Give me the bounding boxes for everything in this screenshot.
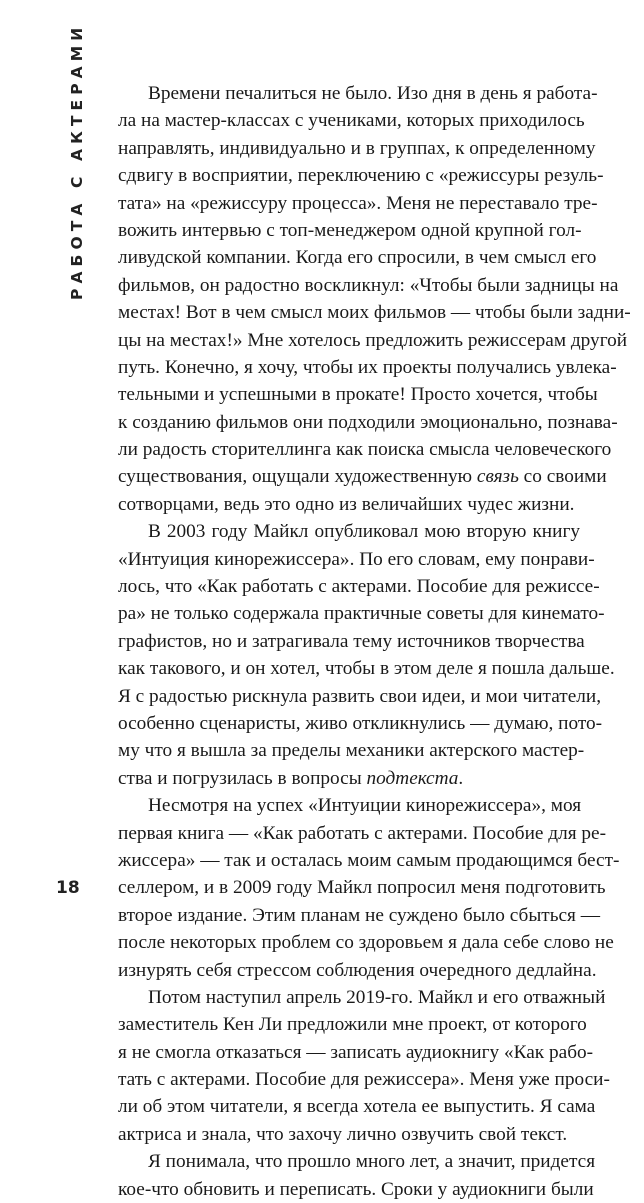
text-line: заместитель Кен Ли предложили мне проект, от которого xyxy=(118,1014,587,1036)
text-line: Я с радостью рискнула развить свои идеи, и мои читатели, xyxy=(118,685,602,707)
text-segment: существования, ощущали художественную xyxy=(118,466,473,488)
text-line: после некоторых проблем со здоровьем я дала себе слово не xyxy=(118,932,614,954)
text-line: В 2003 году Майкл опубликовал мою вторую книгу xyxy=(148,521,580,543)
text-segment: ства и погрузилась в вопросы xyxy=(118,767,362,789)
text-line: тельными и успешными в прокате! Просто хочется, чтобы xyxy=(118,384,598,406)
text-line: фильмов, он радостно воскликнул: «Чтобы были задницы на xyxy=(118,274,619,296)
text-line: сдвигу в восприятии, переключению с «режиссуры резуль- xyxy=(118,165,604,187)
text-line: ли об этом читатели, я всегда хотела ее выпустить. Я сама xyxy=(118,1096,596,1118)
text-line: местах! Вот в чем смысл моих фильмов — чтобы были задни- xyxy=(118,302,631,324)
text-line: Несмотря на успех «Интуиции кинорежиссера», моя xyxy=(148,795,582,817)
text-line: ли радость сторителлинга как поиска смысла человеческого xyxy=(118,439,612,461)
text-line: Потом наступил апрель 2019-го. Майкл и его отважный xyxy=(148,986,606,1008)
text-line: Времени печалиться не было. Изо дня в день я работа- xyxy=(148,83,598,104)
text-line: второе издание. Этим планам не суждено было сбыться — xyxy=(118,904,601,926)
text-line xyxy=(118,463,607,490)
text-line: «Интуиция кинорежиссера». По его словам, ему понрави- xyxy=(118,548,595,570)
text-line: му что я вышла за пределы механики актерского мастер- xyxy=(118,740,585,762)
italic-word: связь xyxy=(476,466,519,488)
text-line: особенно сценаристы, живо откликнулись — думаю, пото- xyxy=(118,712,603,734)
text-line: как такового, и он хотел, чтобы в этом деле я пошла дальше. xyxy=(118,658,615,680)
text-line: селлером, и в 2009 году Майкл попросил меня подготовить xyxy=(118,877,606,899)
text-line: жиссера» — так и осталась моим самым продающимся бест- xyxy=(118,849,620,871)
text-line: направлять, индивидуально и в группах, к определенному xyxy=(118,137,596,159)
text-line: изнурять себя стрессом соблюдения очередного дедлайна. xyxy=(118,959,597,981)
text-line: актриса и знала, что захочу лично озвучить свой текст. xyxy=(118,1123,568,1145)
page-number: 18 xyxy=(56,878,80,898)
text-line: графистов, но и затрагивала тему источников творчества xyxy=(118,630,585,652)
text-line xyxy=(118,765,580,792)
text-line: ра» не только содержала практичные советы для кинемато- xyxy=(118,603,605,625)
text-line: лось, что «Как работать с актерами. Пособие для режиссе- xyxy=(118,576,600,598)
text-line: сотворцами, ведь это одно из величайших чудес жизни. xyxy=(118,493,575,515)
text-segment: со своими xyxy=(523,466,607,488)
text-line: первая книга — «Как работать с актерами. Пособие для ре- xyxy=(118,822,607,844)
text-line: к созданию фильмов они подходили эмоционально, познава- xyxy=(118,411,618,433)
text-line: тать с актерами. Пособие для режиссера». Меня уже проси- xyxy=(118,1069,610,1091)
text-line: я не смогла отказаться — записать аудиокнигу «Как рабо- xyxy=(118,1041,594,1063)
text-line: кое-что обновить и переписать. Сроки у аудиокниги были xyxy=(118,1178,594,1200)
text-line: цы на местах!» Мне хотелось предложить режиссерам другой xyxy=(118,329,628,351)
running-head: РАБОТА С АКТЕРАМИ xyxy=(68,22,86,300)
text-segment: . xyxy=(458,767,464,789)
italic-word: подтекста xyxy=(366,767,459,789)
text-line: ливудской компании. Когда его спросили, в чем смысл его xyxy=(118,247,597,269)
text-line: ла на мастер-классах с учениками, которых приходилось xyxy=(118,110,585,132)
text-line: вожить интервью с топ-менеджером одной крупной гол- xyxy=(118,219,582,241)
body-text xyxy=(118,80,631,1203)
text-line: тата» на «режиссуру процесса». Меня не переставало тре- xyxy=(118,192,598,214)
text-line: путь. Конечно, я хочу, чтобы их проекты получались увлека- xyxy=(118,356,617,378)
text-line: Я понимала, что прошло много лет, а значит, придется xyxy=(148,1151,596,1173)
